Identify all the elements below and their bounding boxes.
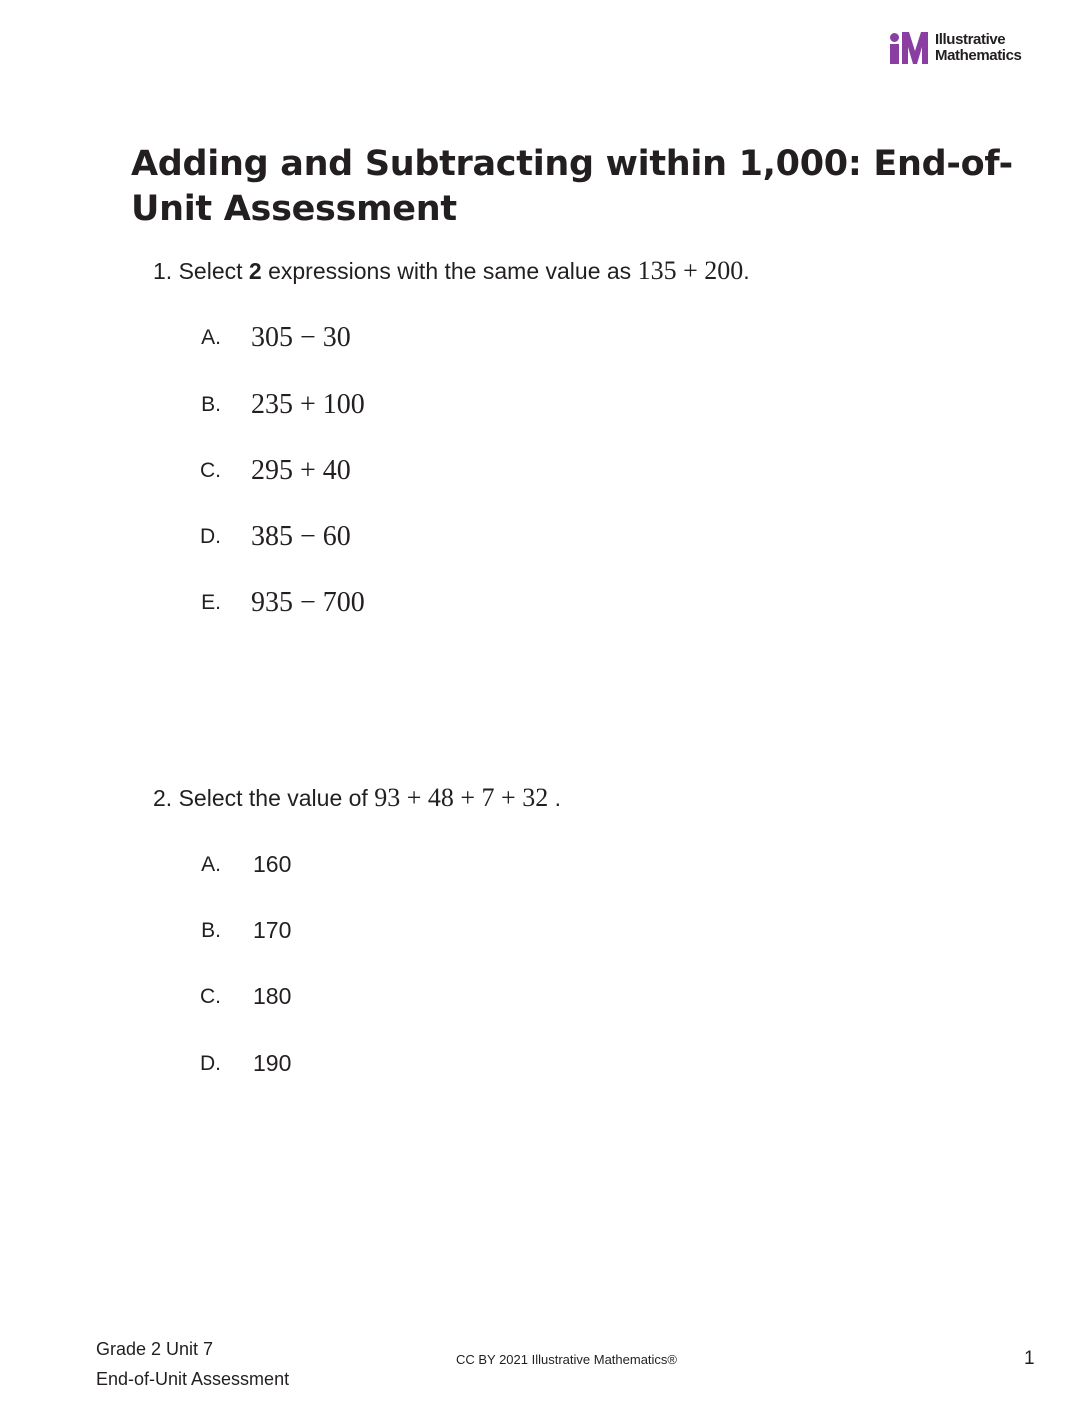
question-number: 2.	[153, 785, 173, 811]
question-suffix: .	[554, 785, 561, 811]
question-2-stem	[153, 783, 561, 813]
question-text: Select the value of	[178, 785, 368, 811]
question-1-stem	[153, 256, 750, 286]
q2-option-c[interactable]	[0, 981, 700, 1015]
logo-line-1: Illustrative	[935, 31, 1006, 48]
option-expression: 385 − 60	[251, 521, 351, 552]
option-expression: 235 + 100	[251, 389, 365, 420]
q1-option-e[interactable]	[0, 587, 700, 621]
q1-option-b[interactable]	[0, 389, 700, 423]
option-value: 180	[253, 983, 292, 1009]
option-letter: D.	[200, 1052, 221, 1075]
footer-copyright: CC BY 2021 Illustrative Mathematics®	[455, 1352, 678, 1367]
footer-grade-unit: Grade 2 Unit 7	[96, 1339, 214, 1359]
option-letter: C.	[200, 459, 221, 482]
option-letter: B.	[201, 393, 221, 416]
footer-doc-type: End-of-Unit Assessment	[96, 1369, 290, 1389]
logo-line-2: Mathematics	[935, 47, 1022, 64]
q1-option-c[interactable]	[0, 455, 700, 489]
question-emphasis: 2	[248, 258, 262, 284]
page-number: 1	[1024, 1348, 1035, 1369]
option-expression: 935 − 700	[251, 587, 365, 618]
option-value: 190	[253, 1050, 292, 1076]
question-expression: 135 + 200	[637, 256, 744, 285]
option-value: 170	[253, 917, 292, 943]
option-value: 160	[253, 851, 292, 877]
question-suffix: .	[743, 258, 750, 284]
option-expression: 295 + 40	[251, 455, 351, 486]
illustrative-mathematics-logo	[887, 30, 1021, 66]
option-letter: A.	[201, 853, 221, 876]
question-number: 1.	[153, 258, 173, 284]
question-expression: 93 + 48 + 7 + 32	[374, 783, 549, 812]
q2-option-d[interactable]	[0, 1048, 700, 1082]
page-title: Adding and Subtracting within 1,000: End-of-Unit Assessment	[131, 144, 1013, 229]
option-letter: B.	[201, 919, 221, 942]
question-text: expressions with the same value as	[268, 258, 632, 284]
option-letter: C.	[200, 985, 221, 1008]
logo-wordmark	[935, 32, 1021, 64]
q2-option-b[interactable]	[0, 915, 700, 949]
option-expression: 305 − 30	[251, 322, 351, 353]
option-letter: D.	[200, 525, 221, 548]
option-letter: E.	[201, 591, 221, 614]
option-letter: A.	[201, 326, 221, 349]
im-logo-icon	[887, 30, 931, 66]
q2-option-a[interactable]	[0, 849, 700, 883]
question-prefix: Select	[178, 258, 243, 284]
q1-option-d[interactable]	[0, 521, 700, 555]
q1-option-a[interactable]	[0, 322, 700, 356]
